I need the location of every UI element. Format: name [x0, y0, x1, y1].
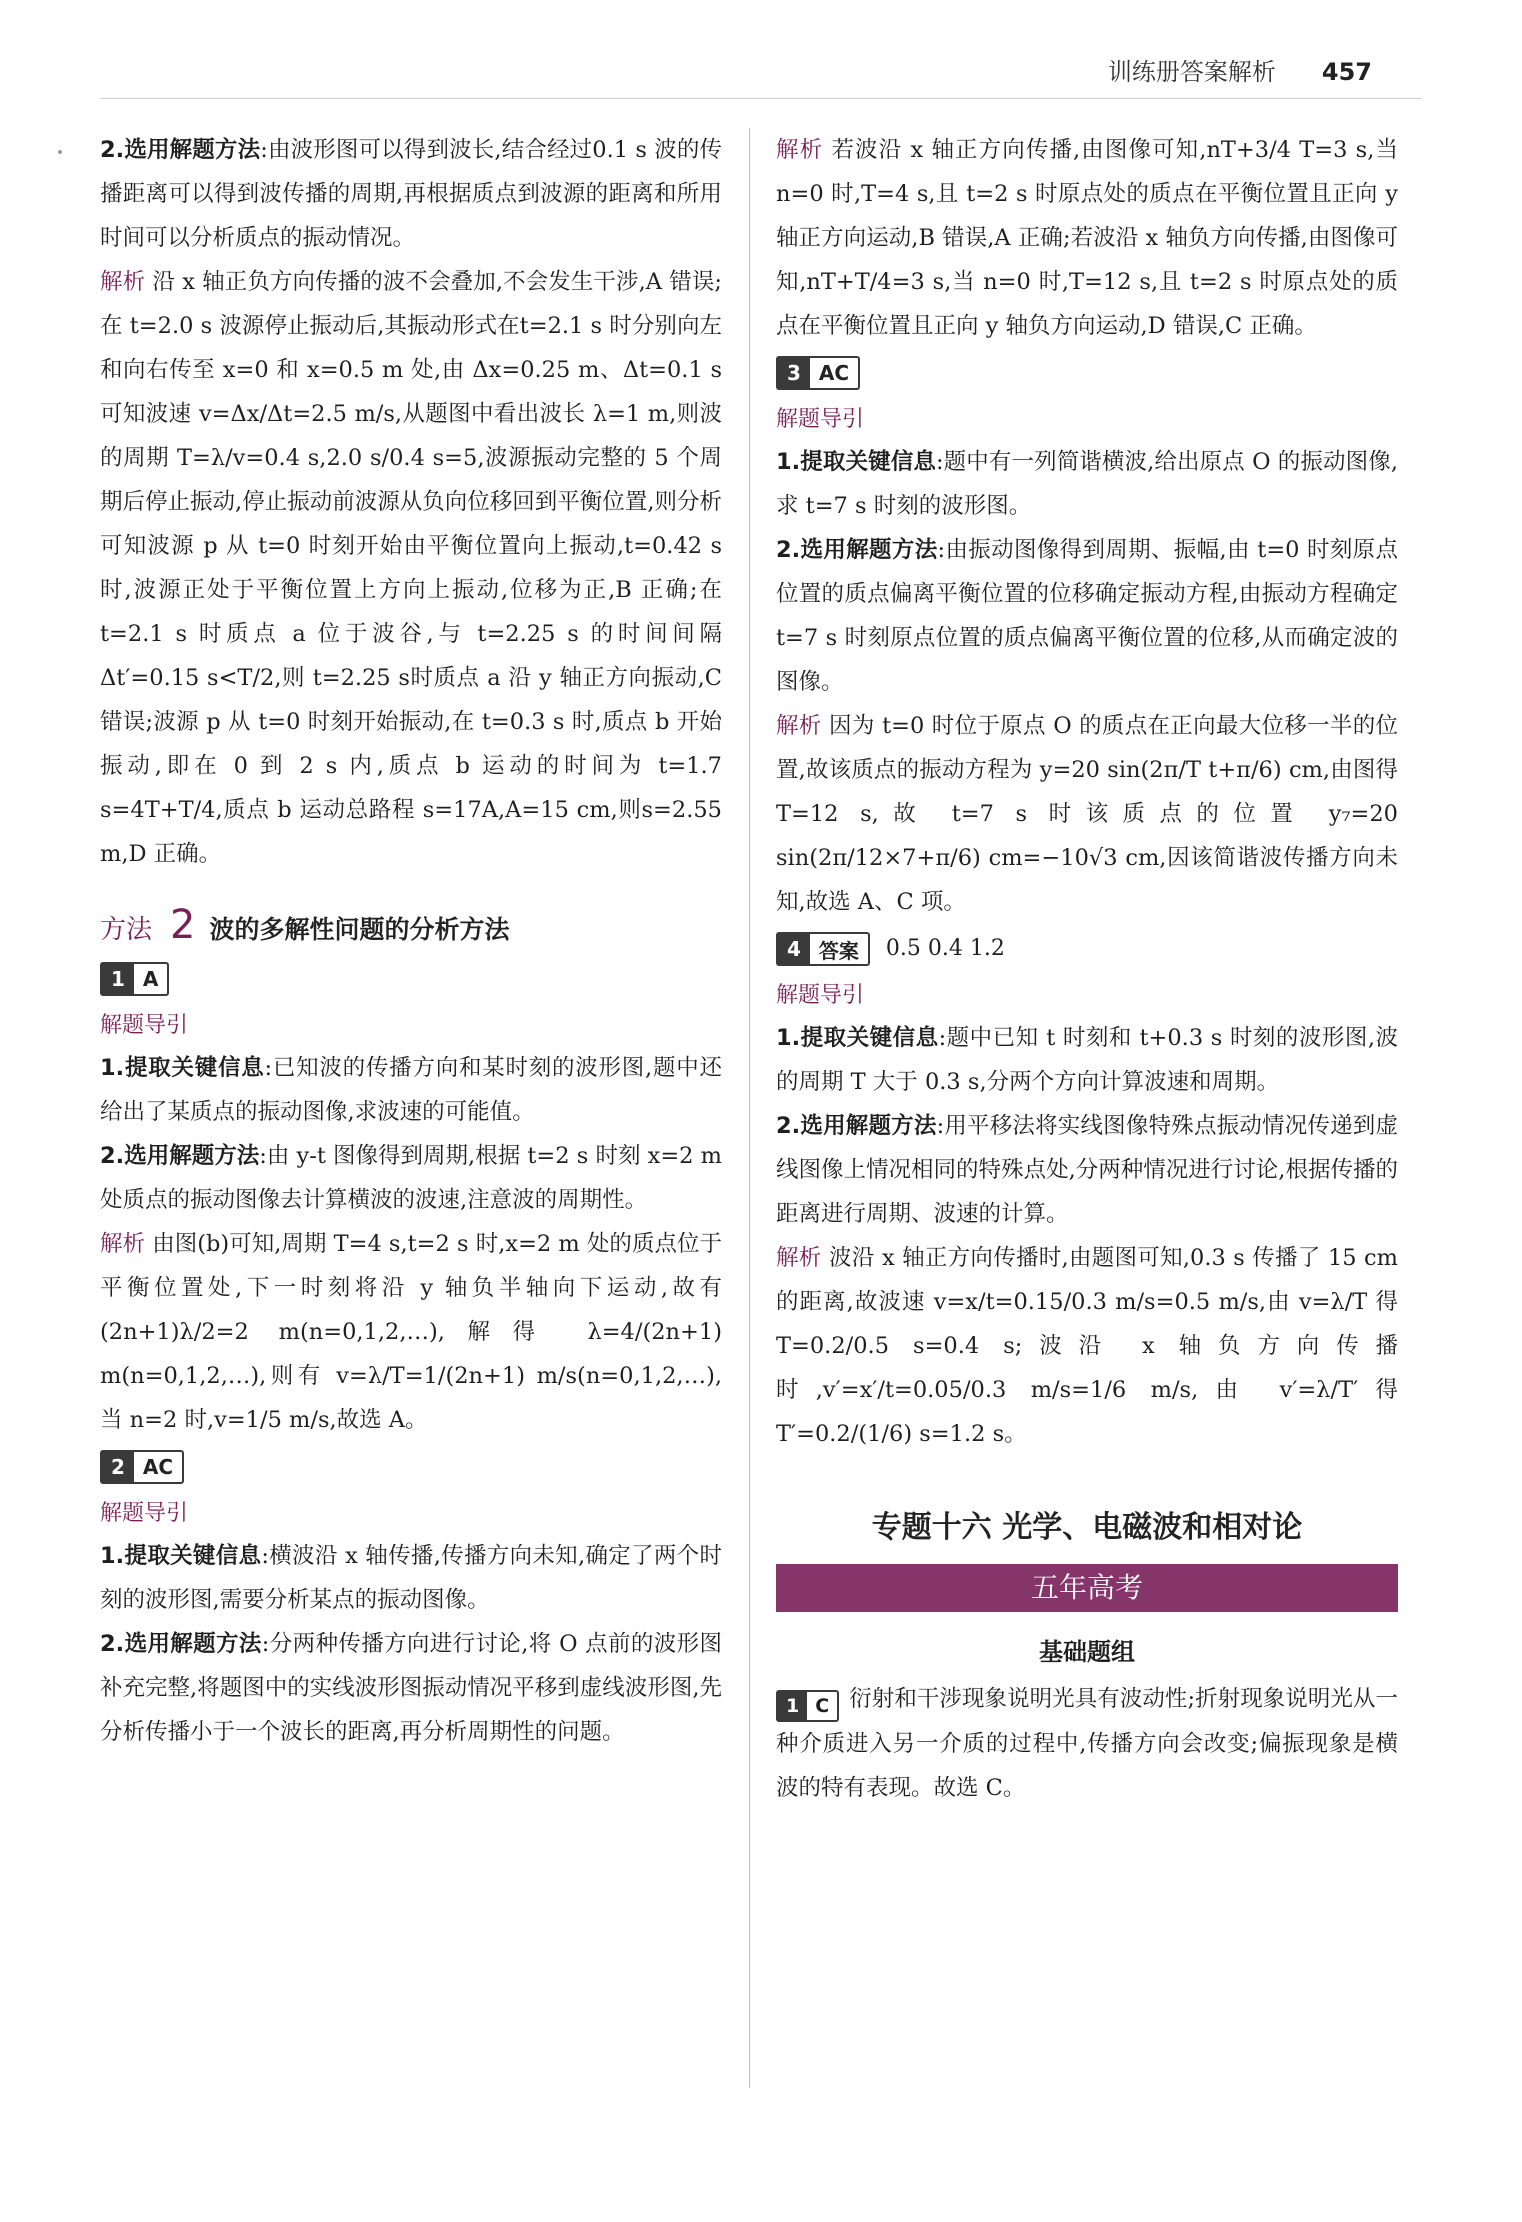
guide-item	[776, 440, 1398, 528]
scan-mark	[58, 150, 62, 154]
guide-item-text: :分两种传播方向进行讨论,将 O 点前的波形图补充完整,将题图中的实线波形图振动情况平移到虚线波形图,先分析传播小于一个波长的距离,再分析周期性的问题。	[100, 1631, 722, 1745]
header-title: 训练册答案解析	[1107, 58, 1276, 86]
question-tag	[100, 1450, 184, 1484]
method-number: 2	[170, 902, 196, 948]
guide-item-label: 1.提取关键信息	[100, 1543, 262, 1569]
guide-item	[776, 1104, 1398, 1236]
page-header	[1108, 52, 1372, 87]
question-number: 2	[102, 1452, 134, 1482]
text-analysis: 因为 t=0 时位于原点 O 的质点在正向最大位移一半的位置,故该质点的振动方程为 y=20 sin(2π/T t+π/6) cm,由图得 T=12 s,故 t=7 s 时该质点的位置 y₇=20 sin(2π/12×7+π/6) cm=−10√3 cm,因该简谐波传播方向未知,故选 A、C 项。	[776, 713, 1398, 915]
guide-item-text: :由 y-t 图像得到周期,根据 t=2 s 时刻 x=2 m 处质点的振动图像去计算横波的波速,注意波的周期性。	[100, 1143, 722, 1213]
guide-item-text: :已知波的传播方向和某时刻的波形图,题中还给出了某质点的振动图像,求波速的可能值。	[100, 1055, 722, 1125]
text-analysis: 波沿 x 轴正方向传播时,由题图可知,0.3 s 传播了 15 cm 的距离,故波速 v=x/t=0.15/0.3 m/s=0.5 m/s,由 v=λ/T 得 T=0.2/0.5 s=0.4 s;波沿 x 轴负方向传播时,v′=x′/t=0.05/0.3 m/s=1/6 m/s,由 v′=λ/T′得 T′=0.2/(1/6) s=1.2 s。	[776, 1245, 1398, 1447]
question-number: 1	[778, 1692, 807, 1720]
guide-item	[100, 1622, 722, 1754]
method-heading	[100, 902, 722, 948]
guide-item-label: 2.选用解题方法	[100, 1143, 260, 1169]
question-answer: 答案	[818, 938, 859, 963]
guide-heading: 解题导引	[100, 1501, 189, 1526]
guide-item	[776, 528, 1398, 704]
answer-text: 衍射和干涉现象说明光具有波动性;折射现象说明光从一种介质进入另一介质的过程中,传播方向会改变;偏振现象是横波的特有表现。故选 C。	[776, 1686, 1398, 1801]
guide-item-text: :题中已知 t 时刻和 t+0.3 s 时刻的波形图,波的周期 T 大于 0.3 s,分两个方向计算波速和周期。	[776, 1025, 1398, 1095]
question-3-header	[776, 348, 1398, 396]
left-column	[100, 128, 722, 1754]
paragraph-analysis	[776, 128, 1398, 348]
question-answer: AC	[142, 1455, 174, 1479]
text-method: :由波形图可以得到波长,结合经过0.1 s 波的传播距离可以得到波传播的周期,再根据质点到波源的距离和所用时间可以分析质点的振动情况。	[100, 137, 722, 251]
paragraph-answer	[776, 1677, 1398, 1810]
text-analysis: 沿 x 轴正负方向传播的波不会叠加,不会发生干涉,A 错误;在 t=2.0 s 波源停止振动后,其振动形式在t=2.1 s 时分别向左和向右传至 x=0 和 x=0.5 m 处,由 Δx=0.25 m、Δt=0.1 s 可知波速 v=Δx/Δt=2.5 m/s,从题图中看出波长 λ=1 m,则波的周期 T=λ/v=0.4 s,2.0 s/0.4 s=5,波源振动完整的 5 个周期后停止振动,停止振动前波源从负向位移回到平衡位置,则分析可知波源 p 从 t=0 时刻开始由平衡位置向上振动,t=0.42 s 时,波源正处于平衡位置上方向上振动,位移为正,B 正确;在 t=2.1 s 时质点 a 位于波谷,与 t=2.25 s 的时间间隔 Δt′=0.15 s<T/2,则 t=2.25 s时质点 a 沿 y 轴正方向振动,C 错误;波源 p 从 t=0 时刻开始振动,在 t=0.3 s 时,质点 b 开始振动,即在 0 到 2 s 内,质点 b 运动的时间为 t=1.7 s=4T+T/4,质点 b 运动总路程 s=17A,A=15 cm,则s=2.55 m,D 正确。	[100, 269, 722, 867]
guide-item-text: :横波沿 x 轴传播,传播方向未知,确定了两个时刻的波形图,需要分析某点的振动图像。	[100, 1543, 722, 1613]
guide-item-text: :用平移法将实线图像特殊点振动情况传递到虚线图像上情况相同的特殊点处,分两种情况进行讨论,根据传播的距离进行周期、波速的计算。	[776, 1113, 1398, 1227]
guide-item	[100, 1134, 722, 1222]
guide-heading: 解题导引	[100, 1013, 189, 1038]
guide-item-text: :由振动图像得到周期、振幅,由 t=0 时刻原点位置的质点偏离平衡位置的位移确定振动方程,由振动方程确定 t=7 s 时刻原点位置的质点偏离平衡位置的位移,从而确定波的图像。	[776, 537, 1398, 695]
question-number: 3	[778, 358, 810, 388]
paragraph-method	[100, 128, 722, 260]
method-title: 波的多解性问题的分析方法	[209, 915, 510, 944]
guide-item-label: 2.选用解题方法	[776, 537, 938, 563]
question-answer: AC	[818, 361, 850, 385]
guide-item	[100, 1046, 722, 1134]
column-divider	[749, 128, 750, 2088]
guide-item-label: 1.提取关键信息	[776, 449, 936, 475]
topic-title: 专题十六 光学、电磁波和相对论	[871, 1510, 1303, 1545]
question-answer: A	[142, 967, 159, 991]
header-rule	[100, 98, 1422, 99]
right-column	[776, 128, 1398, 1810]
question-4-header	[776, 924, 1398, 972]
question-1-header	[100, 954, 722, 1002]
label-analysis: 解析	[776, 137, 824, 163]
question-answer: C	[815, 1695, 830, 1717]
guide-item	[776, 1016, 1398, 1104]
answer-values: 0.5 0.4 1.2	[885, 935, 1005, 961]
question-number: 1	[102, 964, 134, 994]
label-analysis: 解析	[100, 1231, 146, 1257]
question-tag	[776, 356, 860, 390]
question-tag	[776, 932, 870, 966]
guide-item-label: 2.选用解题方法	[776, 1113, 937, 1139]
text-analysis: 若波沿 x 轴正方向传播,由图像可知,nT+3/4 T=3 s,当 n=0 时,T=4 s,且 t=2 s 时原点处的质点在平衡位置且正向 y 轴正方向运动,B 错误,A 正确;若波沿 x 轴负方向传播,由图像可知,nT+T/4=3 s,当 n=0 时,T=12 s,且 t=2 s 时原点处的质点在平衡位置且正向 y 轴负方向运动,D 错误,C 正确。	[776, 137, 1398, 339]
question-tag	[776, 1690, 839, 1722]
question-2-header	[100, 1442, 722, 1490]
page-number: 457	[1321, 58, 1372, 86]
paragraph-analysis	[100, 1222, 722, 1442]
paragraph-analysis	[776, 704, 1398, 924]
text-analysis: 由图(b)可知,周期 T=4 s,t=2 s 时,x=2 m 处的质点位于平衡位置处,下一时刻将沿 y 轴负半轴向下运动,故有(2n+1)λ/2=2 m(n=0,1,2,…),解得 λ=4/(2n+1) m(n=0,1,2,…),则有 v=λ/T=1/(2n+1) m/s(n=0,1,2,…),当 n=2 时,v=1/5 m/s,故选 A。	[100, 1231, 722, 1433]
guide-item	[100, 1534, 722, 1622]
label-method: 2.选用解题方法	[100, 137, 261, 163]
guide-item-label: 1.提取关键信息	[776, 1025, 939, 1051]
paragraph-analysis	[100, 260, 722, 876]
guide-heading: 解题导引	[776, 983, 865, 1008]
label-analysis: 解析	[776, 713, 822, 739]
guide-heading: 解题导引	[776, 407, 865, 432]
label-analysis: 解析	[100, 269, 146, 295]
guide-item-label: 1.提取关键信息	[100, 1055, 265, 1081]
question-number: 4	[778, 934, 810, 964]
group-title: 基础题组	[1039, 1638, 1135, 1666]
guide-item-text: :题中有一列简谐横波,给出原点 O 的振动图像,求 t=7 s 时刻的波形图。	[776, 449, 1398, 519]
paragraph-analysis	[776, 1236, 1398, 1456]
guide-item-label: 2.选用解题方法	[100, 1631, 262, 1657]
section-banner: 五年高考	[776, 1564, 1398, 1612]
label-analysis: 解析	[776, 1245, 822, 1271]
question-tag	[100, 962, 169, 996]
method-prefix: 方法	[100, 915, 153, 945]
